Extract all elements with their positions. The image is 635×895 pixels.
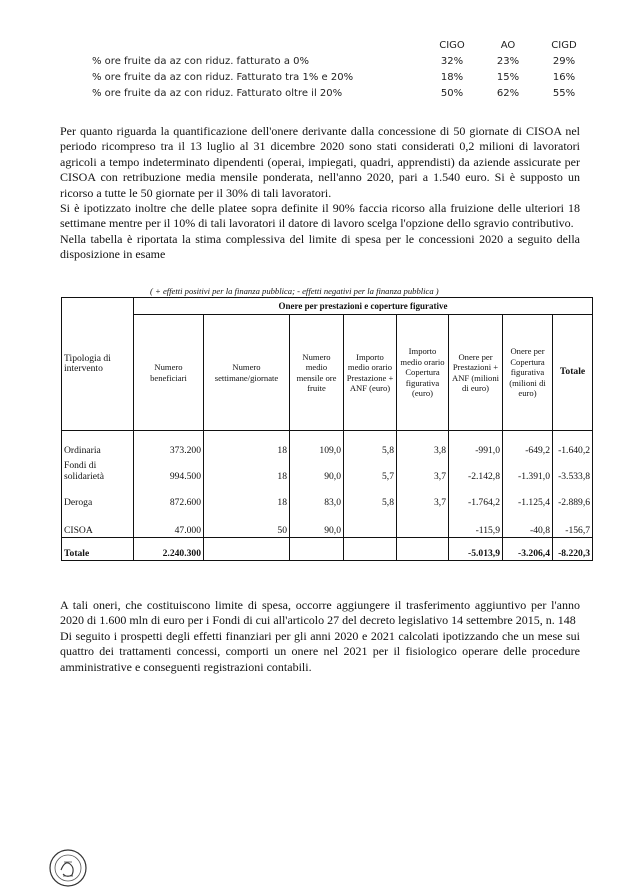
- paragraph: Di seguito i prospetti degli effetti finanziari per gli anni 2020 e 2021 calcolati ipotizzando che un mese sui quattro dei trattamenti concessi, comporti un onere nel 2021 per il fisiologico operare delle procedure amministrative e conseguenti registrazioni contabili.: [60, 628, 580, 674]
- row-label: % ore fruite da az con riduz. Fatturato tra 1% e 20%: [92, 71, 354, 83]
- table-caption: ( + effetti positivi per la finanza pubblica; - effetti negativi per la finanza pubblica ): [150, 286, 439, 296]
- group-header: Onere per prestazioni e coperture figurative: [134, 298, 593, 315]
- cell-tipologia: Fondi di solidarietà: [62, 457, 134, 483]
- table-row: [62, 483, 593, 509]
- header-settimane: Numero settimane/giornate: [204, 315, 290, 431]
- table-row: [62, 431, 593, 458]
- total-onere-copertura: -3.206,4: [503, 538, 553, 561]
- table-row: [62, 509, 593, 538]
- cell-totale: -1.640,2: [553, 431, 593, 458]
- percentage-row: [92, 69, 592, 85]
- table-row: [62, 457, 593, 483]
- header-importo-prestazione: Importo medio orario Prestazione + ANF (euro): [344, 315, 397, 431]
- cell-totale: -2.889,6: [553, 483, 593, 509]
- header-onere-copertura: Onere per Copertura figurativa (milioni di euro): [503, 315, 553, 431]
- paragraph: A tali oneri, che costituiscono limite di spesa, occorre aggiungere il trasferimento aggiuntivo per l'anno 2020 di 1.600 mln di euro per i Fondi di cui all'articolo 27 del decreto legislativo 14 settembre 2015, n. 148: [60, 598, 580, 628]
- total-row: [62, 538, 593, 561]
- cost-table: [61, 297, 593, 561]
- cell-value: 23%: [496, 55, 520, 67]
- cell-ore: 90,0: [290, 457, 344, 483]
- outro-text: [60, 598, 580, 675]
- cell-importo-prestazione: 5,8: [344, 483, 397, 509]
- cell-value: 29%: [552, 55, 576, 67]
- cell-importo-copertura: 3,7: [397, 457, 449, 483]
- header-ore: Numero medio mensile ore fruite: [290, 315, 344, 431]
- percentage-row: [92, 85, 592, 101]
- header-importo-copertura: Importo medio orario Copertura figurativa (euro): [397, 315, 449, 431]
- cell-value: 15%: [496, 71, 520, 83]
- cell-onere-copertura: -40,8: [503, 509, 553, 538]
- cell-beneficiari: 47.000: [134, 509, 204, 538]
- row-label: % ore fruite da az con riduz. fatturato a 0%: [92, 55, 310, 67]
- cell-value: 32%: [440, 55, 464, 67]
- cell-settimane: 50: [204, 509, 290, 538]
- cell-totale: -3.533,8: [553, 457, 593, 483]
- cell-ore: 90,0: [290, 509, 344, 538]
- cell-importo-prestazione: 5,8: [344, 431, 397, 458]
- cell-onere-prestazioni: -1.764,2: [449, 483, 503, 509]
- header-cigd: CIGD: [551, 40, 577, 51]
- cell-value: 18%: [440, 71, 464, 83]
- header-totale: Totale: [553, 315, 593, 431]
- cell-ore: 83,0: [290, 483, 344, 509]
- cell-tipologia: Ordinaria: [62, 431, 134, 458]
- cell-totale: -156,7: [553, 509, 593, 538]
- cell-value: 16%: [552, 71, 576, 83]
- total-totale: -8.220,3: [553, 538, 593, 561]
- header-beneficiari: Numero beneficiari: [134, 315, 204, 431]
- cell-beneficiari: 994.500: [134, 457, 204, 483]
- cell-onere-copertura: -649,2: [503, 431, 553, 458]
- percentage-table: [92, 40, 592, 101]
- cell-settimane: 18: [204, 431, 290, 458]
- percentage-table-header: [92, 40, 592, 51]
- percentage-row: [92, 53, 592, 69]
- cell-onere-prestazioni: -2.142,8: [449, 457, 503, 483]
- row-label: % ore fruite da az con riduz. Fatturato oltre il 20%: [92, 87, 343, 99]
- paragraph: Si è ipotizzato inoltre che delle platee sopra definite il 90% faccia ricorso alla fruizione delle ulteriori 18 settimane mentre per il 10% di tali lavoratori il datore di lavoro scelga l'opzione dello sgravio contributivo.: [60, 201, 580, 231]
- total-onere-prestazioni: -5.013,9: [449, 538, 503, 561]
- paragraph: Per quanto riguarda la quantificazione dell'onere derivante dalla concessione di 50 giornate di CISOA nel periodo ricompreso tra il 13 luglio al 31 dicembre 2020 sono stati considerati 0,2 milioni di lavoratori agricoli a tempo indeterminato dipendenti (operai, impiegati, quadri, apprendisti) da aziende assicurate per CISOA con retribuzione media mensile ponderata, nell'anno 2020, pari a 1.540 euro. Si è supposto un ricorso a tutte le 50 giornate per il 30% di tali lavoratori.: [60, 124, 580, 200]
- seal-stamp-icon: [48, 848, 88, 888]
- paragraph: Nella tabella è riportata la stima complessiva del limite di spesa per le concessioni 2020 a seguito della disposizione in esame: [60, 231, 580, 262]
- header-tipologia: Tipologia di intervento: [62, 298, 134, 431]
- header-onere-prestazioni: Onere per Prestazioni + ANF (milioni di euro): [449, 315, 503, 431]
- cell-importo-copertura: [397, 509, 449, 538]
- cell-beneficiari: 872.600: [134, 483, 204, 509]
- cell-beneficiari: 373.200: [134, 431, 204, 458]
- cell-ore: 109,0: [290, 431, 344, 458]
- cell-importo-copertura: 3,7: [397, 483, 449, 509]
- cell-importo-prestazione: 5,7: [344, 457, 397, 483]
- intro-text: [60, 124, 580, 263]
- header-ao: AO: [500, 40, 516, 51]
- cell-value: 50%: [440, 87, 464, 99]
- cell-tipologia: Deroga: [62, 483, 134, 509]
- cell-importo-prestazione: [344, 509, 397, 538]
- cell-tipologia: CISOA: [62, 509, 134, 538]
- cell-value: 62%: [496, 87, 520, 99]
- cell-onere-prestazioni: -115,9: [449, 509, 503, 538]
- cell-importo-copertura: 3,8: [397, 431, 449, 458]
- cell-onere-copertura: -1.125,4: [503, 483, 553, 509]
- total-beneficiari: 2.240.300: [134, 538, 204, 561]
- total-label: Totale: [62, 538, 134, 561]
- cell-onere-prestazioni: -991,0: [449, 431, 503, 458]
- cell-settimane: 18: [204, 457, 290, 483]
- header-cigo: CIGO: [439, 40, 465, 51]
- cell-onere-copertura: -1.391,0: [503, 457, 553, 483]
- cell-settimane: 18: [204, 483, 290, 509]
- cell-value: 55%: [552, 87, 576, 99]
